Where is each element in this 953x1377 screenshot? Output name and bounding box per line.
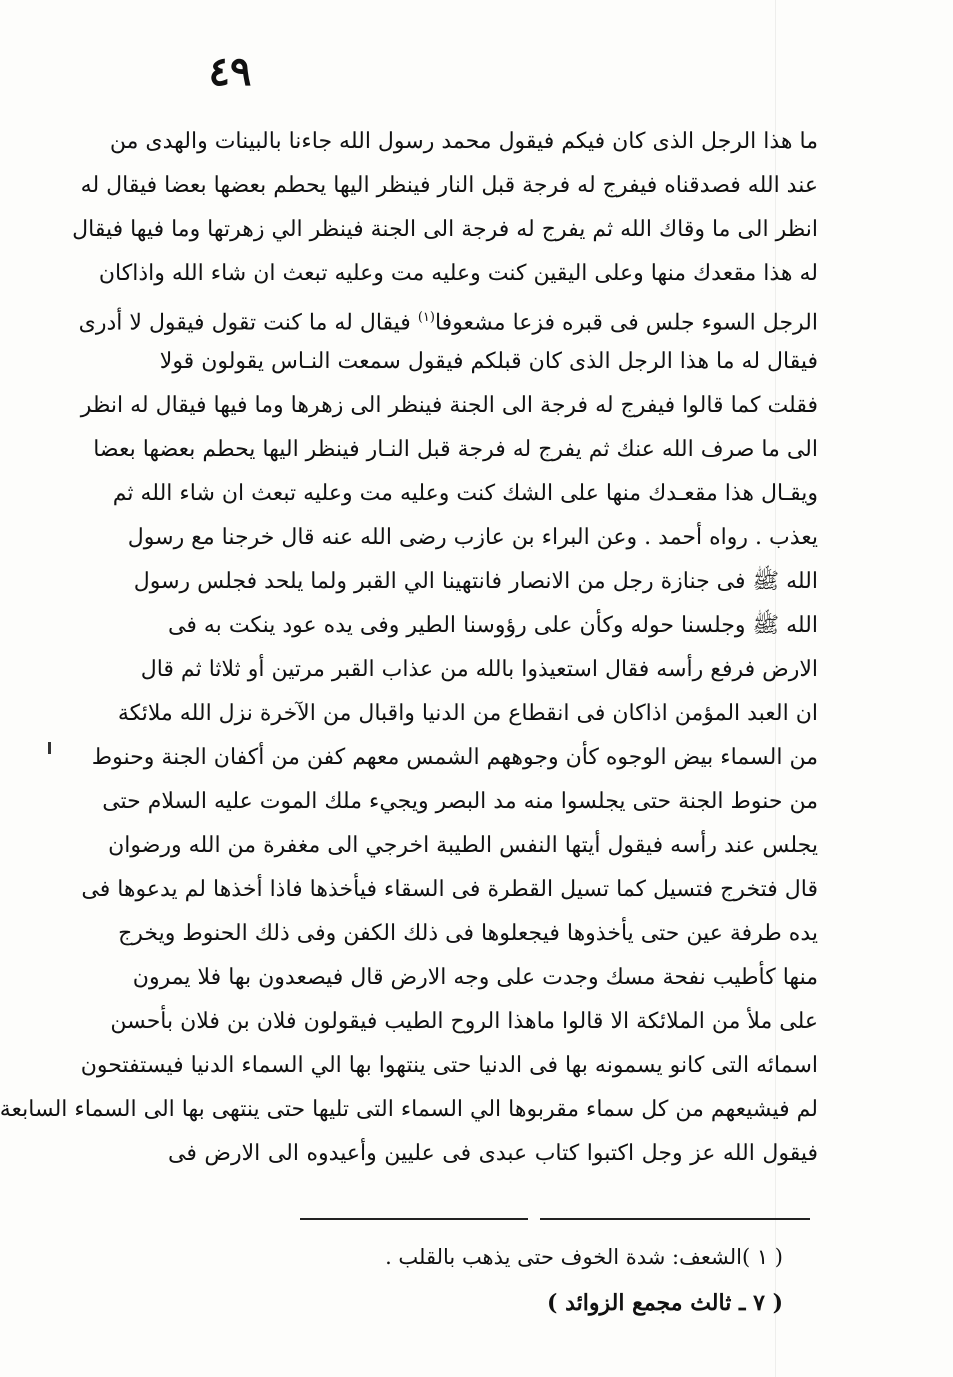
text-line-23: لم فيشيعهم من كل سماء مقربوها الي السماء التى تليها حتى ينتهى بها الى السماء السابعة	[0, 1097, 818, 1122]
footnote: ( ١ )الشعف: شدة الخوف حتى يذهب بالقلب .	[385, 1245, 783, 1269]
text-line-8: الى ما صرف الله عنك ثم يفرج له فرجة قبل النـار فينظر اليها يحطم بعضها بعضا	[93, 437, 818, 462]
text-line-2: عند الله فصدقناه فيفرج له فرجة قبل النار فينظر اليها يحطم بعضها بعضا فيقال له	[80, 173, 818, 198]
text-line-24: فيقول الله عز وجل اكتبوا كتاب عبدى فى عليين وأعيدوه الى الارض فى	[168, 1141, 818, 1166]
text-line-13: الارض فرفع رأسه فقال استعيذوا بالله من عذاب القبر مرتين أو ثلاثا ثم قال	[140, 657, 818, 682]
footnote-divider-right	[540, 1218, 810, 1220]
text-line-22: اسمائه التى كانو يسمونه بها فى الدنيا حتى ينتهوا بها الي السماء الدنيا فيستفتحون	[80, 1053, 818, 1078]
text-line-7: فقلت كما قالوا فيفرج له فرجة الى الجنة فينظر الى زهرها وما فيها فيقال له انظر	[80, 393, 818, 418]
text-line-1: ما هذا الرجل الذى كان فيكم فيقول محمد رسول الله جاءنا بالبينات والهدى من	[109, 129, 818, 154]
margin-mark	[48, 742, 51, 754]
text-line-5-head: الرجل السوء جلس فى قبره فزعا مشعوفا	[434, 310, 818, 336]
text-line-15: من السماء بيض الوجوه كأن وجوههم الشمس معهم كفن من أكفان الجنة وحنوط	[91, 745, 818, 770]
text-line-5	[78, 296, 818, 340]
body-text	[0, 120, 818, 1176]
text-line-20: منها كأطيب نفحة مسك وجدت على وجه الارض قال فيصعدون بها فلا يمرون	[132, 965, 818, 990]
text-line-5-tail: فيقال له ما كنت تقول فيقول لا أدرى	[78, 310, 411, 336]
text-line-11: الله ﷺ فى جنازة رجل من الانصار فانتهينا الي القبر ولما يلحد فجلس رسول	[133, 569, 818, 594]
text-line-17: يجلس عند رأسه فيقول أيتها النفس الطيبة اخرجي الى مغفرة من الله ورضوان	[108, 833, 818, 858]
text-line-3: انظر الى ما وقاك الله ثم يفرج له فرجة الى الجنة فينظر الي زهرتها وما فيها فيقال	[72, 217, 818, 242]
page-number: ٤٩	[208, 48, 252, 95]
text-line-9: ويقـال هذا مقعـدك منها على الشك كنت وعليه مت وعليه تبعث ان شاء الله ثم	[112, 481, 818, 506]
text-line-10: يعذب . رواه أحمد . وعن البراء بن عازب رضى الله عنه قال خرجنا مع رسول	[127, 525, 818, 550]
text-line-6: فيقال له ما هذا الرجل الذى كان قبلكم فيقول سمعت النـاس يقولون قولا	[159, 349, 818, 374]
text-line-18: قال فتخرج فتسيل كما تسيل القطرة فى السقاء فيأخذها فاذا أخذها لم يدعوها فى	[81, 877, 818, 902]
text-line-19: يده طرفة عين حتى يأخذوها فيجعلوها فى ذلك الكفن وفى ذلك الحنوط ويخرج	[118, 921, 818, 946]
text-line-16: من حنوط الجنة حتى يجلسوا منه مد البصر ويجيء ملك الموت عليه السلام حتى	[102, 789, 818, 814]
footnote-reference: (١)	[417, 310, 435, 325]
volume-signature: ( ٧ ـ ثالث مجمع الزوائد )	[547, 1290, 783, 1316]
text-line-12: الله ﷺ وجلسنا حوله وكأن على رؤوسنا الطير وفى يده عود ينكت به فى	[168, 613, 818, 638]
text-line-14: ان العبد المؤمن اذاكان فى انقطاع من الدنيا واقبال من الآخرة نزل الله ملائكة	[117, 701, 818, 726]
footnote-divider-left	[300, 1218, 528, 1220]
text-line-4: له هذا مقعدك منها وعلى اليقين كنت وعليه مت وعليه تبعث ان شاء الله واذاكان	[98, 261, 818, 286]
text-line-21: على ملأ من الملائكة الا قالوا ماهذا الروح الطيب فيقولون فلان بن فلان بأحسن	[110, 1009, 818, 1034]
